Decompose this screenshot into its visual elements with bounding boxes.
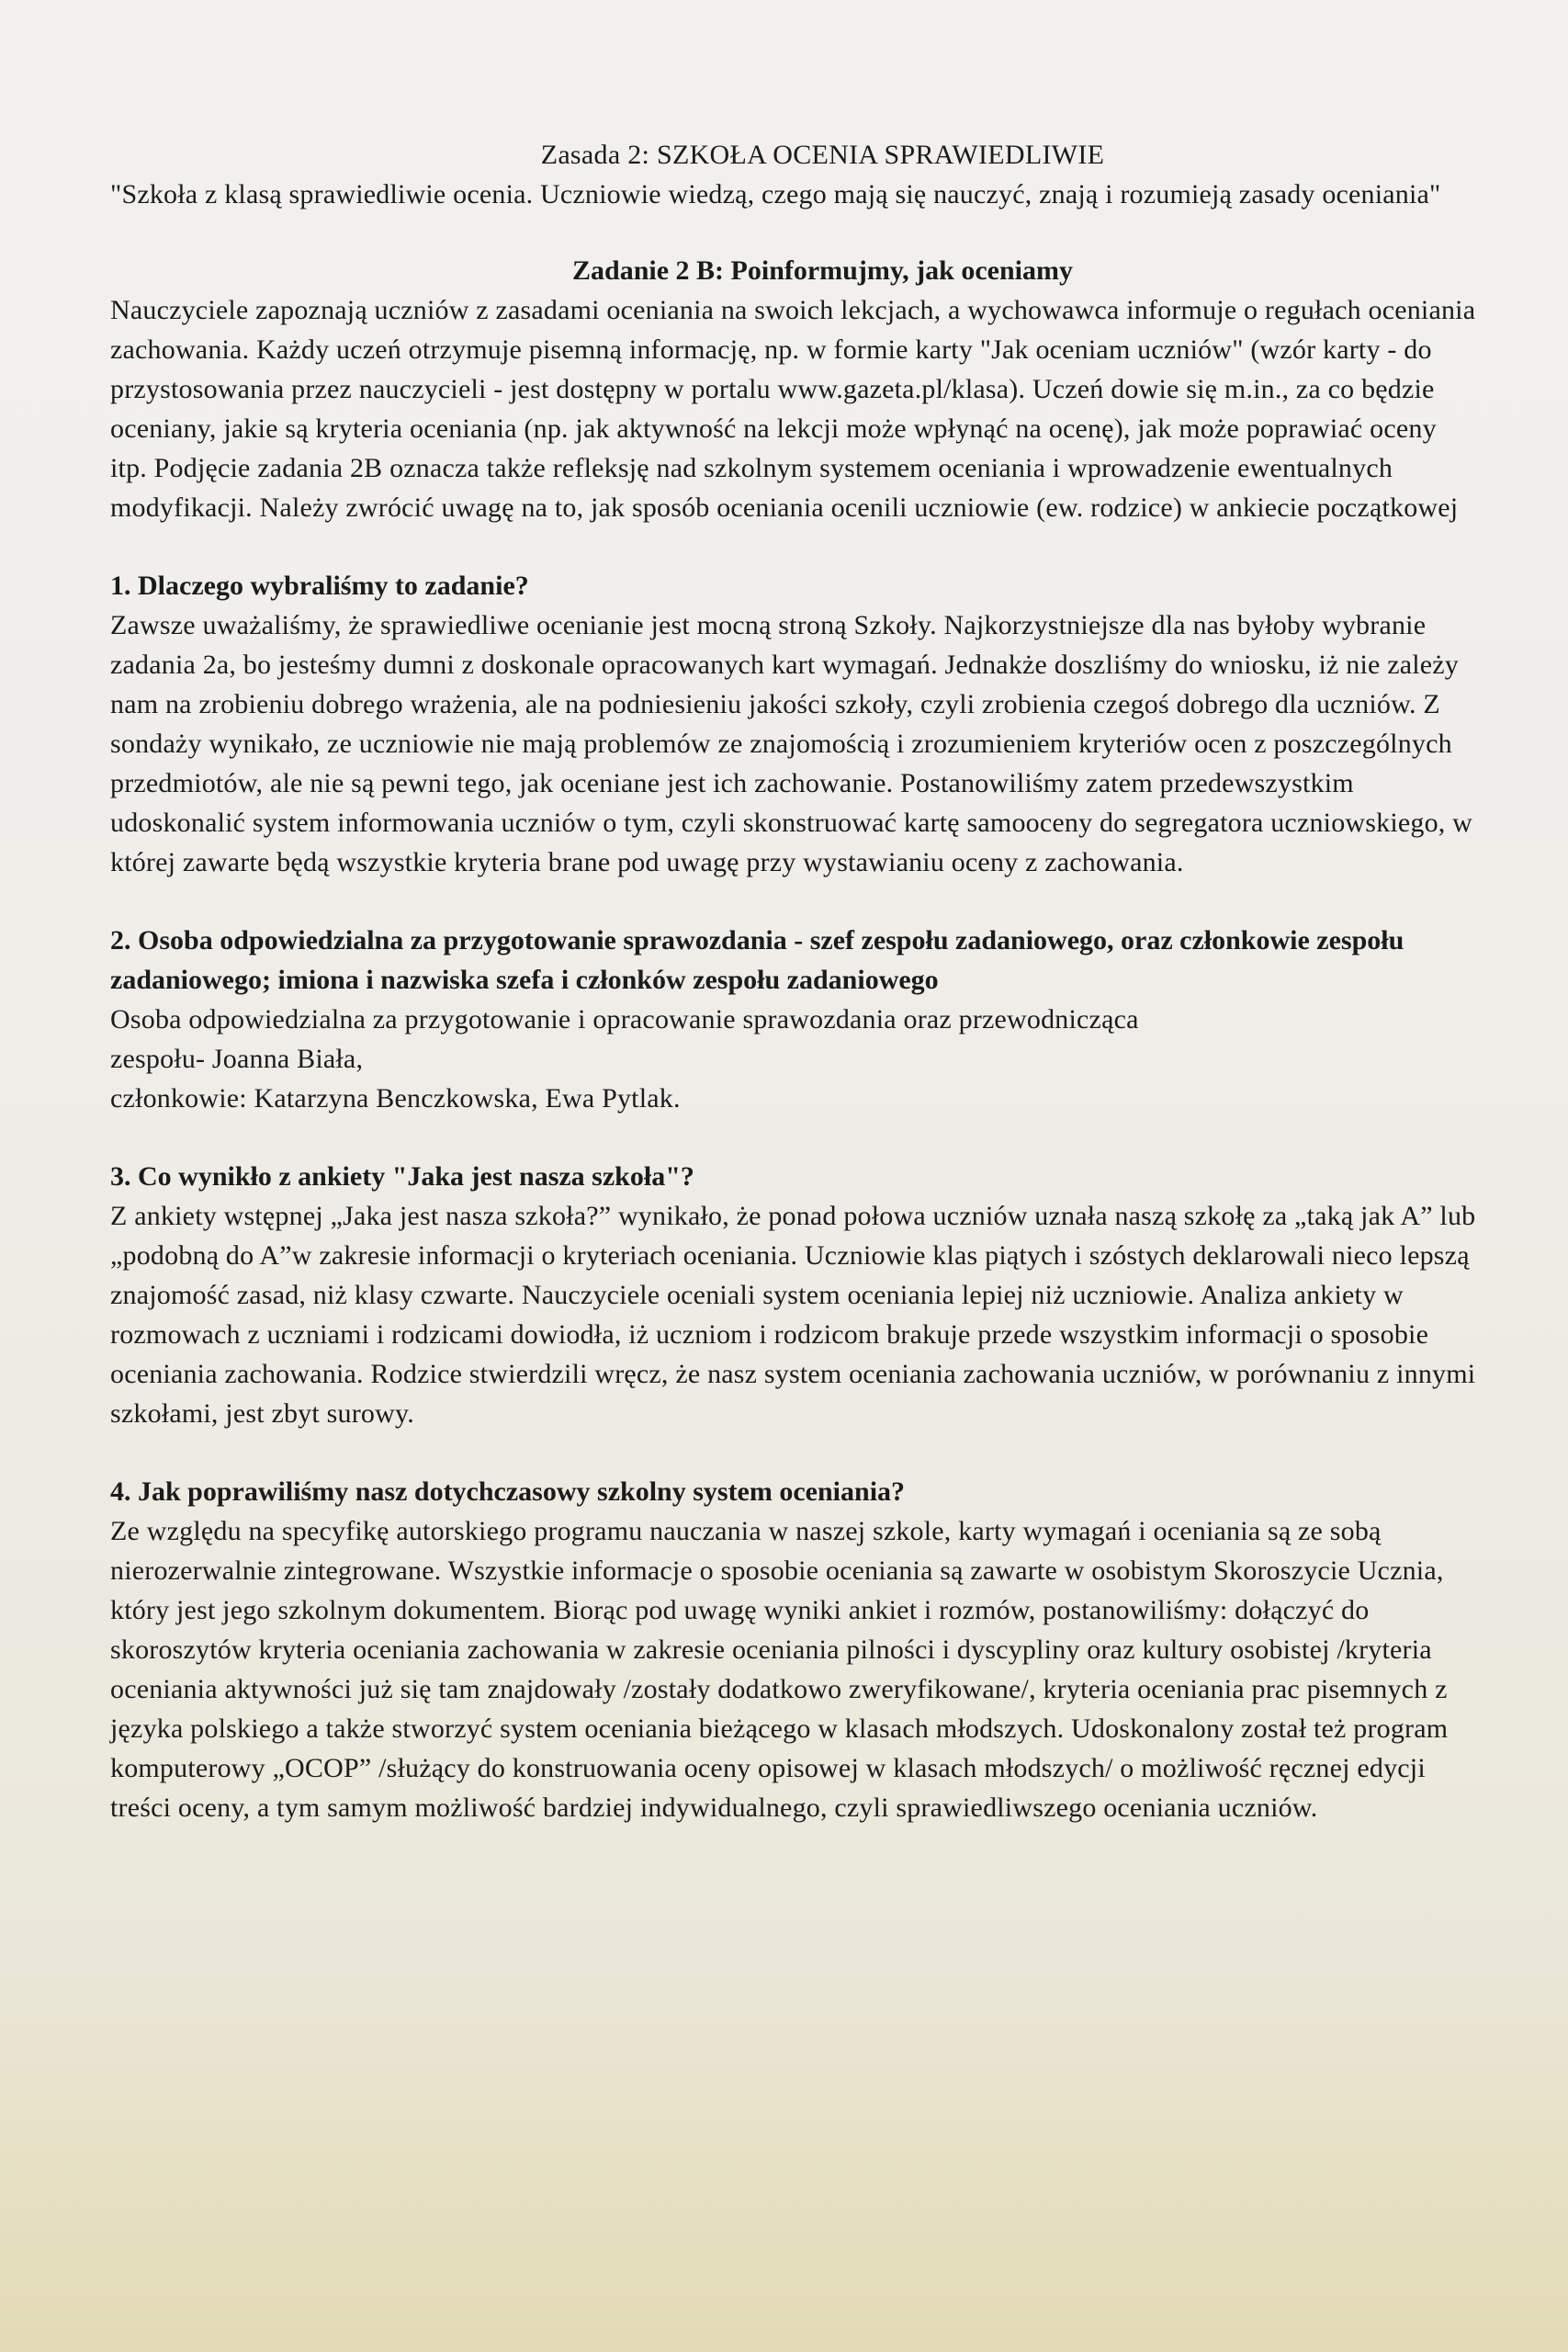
section-body: Ze względu na specyfikę autorskiego programu nauczania w naszej szkole, karty wymagań i oceniania są ze sobą nierozerwalnie zintegrowane. Wszystkie informacje o sposobie oceniania są zawarte w osobistym Skoroszycie Ucznia, który jest jego szkolnym dokumentem. Biorąc pod uwagę wyniki ankiet i rozmów, postanowiliśmy: dołączyć do skoroszytów kryteria oceniania zachowania w zakresie oceniania pilności i dyscypliny oraz kultury osobistej /kryteria oceniania aktywności już się tam znajdowały /zostały dodatkowo zweryfikowane/, kryteria oceniania prac pisemnych z języka polskiego a także stworzyć system oceniania bieżącego w klasach młodszych. Udoskonalony został też program komputerowy „OCOP” /służący do konstruowania oceny opisowej w klasach młodszych/ o możliwość ręcznej edycji treści oceny, a tym samym możliwość bardziej indywidualnego, czyli sprawiedliwszego oceniania uczniów. (110, 1516, 1449, 1823)
section-body: Z ankiety wstępnej „Jaka jest nasza szkoła?” wynikało, że ponad połowa uczniów uznała naszą szkołę za „taką jak A” lub „podobną do A”w zakresie informacji o kryteriach oceniania. Uczniowie klas piątych i szóstych deklarowali nieco lepszą znajomość zasad, niż klasy czwarte. Nauczyciele oceniali system oceniania lepiej niż uczniowie. Analiza ankiety w rozmowach z uczniami i rodzicami dowiodła, iż uczniom i rodzicom brakuje przede wszystkim informacji o sposobie oceniania zachowania. Rodzice stwierdzili wręcz, że nasz system oceniania zachowania uczniów, w porównaniu z innymi szkołami, jest zbyt surowy. (110, 1201, 1476, 1429)
lead-quote: "Szkoła z klasą sprawiedliwie ocenia. Uczniowie wiedzą, czego mają się nauczyć, znają i rozumieją zasady oceniania" (110, 179, 1441, 209)
section-3 (110, 1157, 1480, 1433)
section-body-line: zespołu- Joanna Biała, (110, 1044, 364, 1074)
section-2 (110, 921, 1480, 1118)
document-title: Zasada 2: SZKOŁA OCENIA SPRAWIEDLIWIE (540, 140, 1105, 170)
section-body-line: członkowie: Katarzyna Benczkowska, Ewa Pytlak. (110, 1083, 681, 1114)
section-heading: 2. Osoba odpowiedzialna za przygotowanie sprawozdania - szef zespołu zadaniowego, oraz członkowie zespołu zadaniowego; imiona i nazwiska szefa i członków zespołu zadaniowego (110, 925, 1404, 995)
task-body: Nauczyciele zapoznają uczniów z zasadami oceniania na swoich lekcjach, a wychowawca informuje o regułach oceniania zachowania. Każdy uczeń otrzymuje pisemną informację, np. w formie karty "Jak oceniam uczniów" (wzór karty - do przystosowania przez nauczycieli - jest dostępny w portalu www.gazeta.pl/klasa). Uczeń dowie się m.in., za co będzie oceniany, jakie są kryteria oceniania (np. jak aktywność na lekcji może wpłynąć na ocenę), jak może poprawiać oceny itp. Podjęcie zadania 2B oznacza także refleksję nad szkolnym systemem oceniania i wprowadzenie ewentualnych modyfikacji. Należy zwrócić uwagę na to, jak sposób oceniania ocenili uczniowie (ew. rodzice) w ankiecie początkowej (110, 295, 1476, 523)
section-heading: 4. Jak poprawiliśmy nasz dotychczasowy szkolny system oceniania? (110, 1476, 906, 1507)
section-heading: 3. Co wynikło z ankiety "Jaka jest nasza szkoła"? (110, 1161, 694, 1192)
section-heading: 1. Dlaczego wybraliśmy to zadanie? (110, 571, 529, 601)
section-body-line: Osoba odpowiedzialna za przygotowanie i opracowanie sprawozdania oraz przewodnicząca (110, 1004, 1139, 1035)
section-4 (110, 1472, 1480, 1827)
section-1 (110, 566, 1480, 882)
task-title: Zadanie 2 B: Poinformujmy, jak oceniamy (572, 255, 1073, 286)
section-body: Zawsze uważaliśmy, że sprawiedliwe ocenianie jest mocną stroną Szkoły. Najkorzystniejsze dla nas byłoby wybranie zadania 2a, bo jesteśmy dumni z doskonale opracowanych kart wymagań. Jednakże doszliśmy do wniosku, iż nie zależy nam na zrobieniu dobrego wrażenia, ale na podniesieniu jakości szkoły, czyli zrobienia czegoś dobrego dla uczniów. Z sondaży wynikało, ze uczniowie nie mają problemów ze znajomością i zrozumieniem kryteriów ocen z poszczególnych przedmiotów, ale nie są pewni tego, jak oceniane jest ich zachowanie. Postanowiliśmy zatem przedewszystkim udoskonalić system informowania uczniów o tym, czyli skonstruować kartę samooceny do segregatora uczniowskiego, w której zawarte będą wszystkie kryteria brane pod uwagę przy wystawianiu oceny z zachowania. (110, 610, 1473, 877)
